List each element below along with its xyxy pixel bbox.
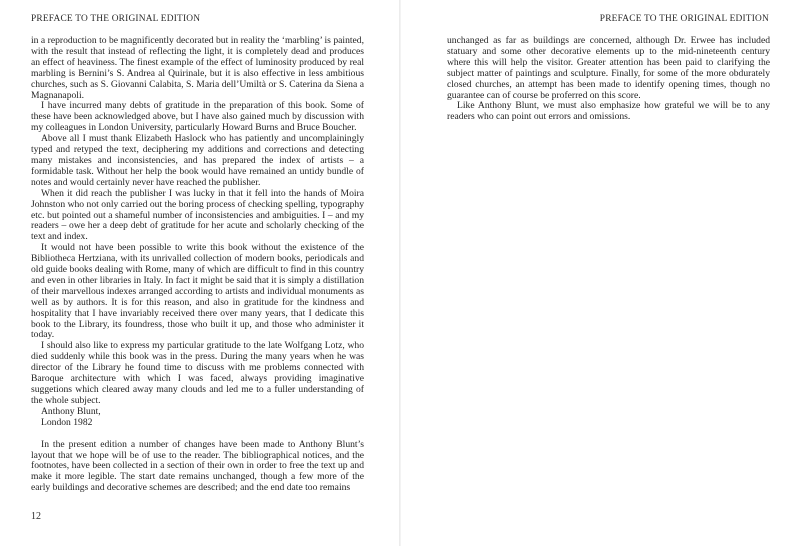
body-paragraph: I should also like to express my particular gratitude to the late Wolfgang Lotz, who died suddenly while this book was in the press. During the many years when he was director of the Library he found time to discuss with me problems connected with Baroque architecture with which I was faced, always providing imaginative suggetions which cleared away many clouds and led me to a fuller understanding of the whole subject. bbox=[31, 340, 364, 406]
signature-name: Anthony Blunt, bbox=[41, 405, 101, 417]
body-paragraph: Above all I must thank Elizabeth Haslock who has patiently and uncomplainingly typed and retyped the text, deciphering my additions and corrections and detecting many mistakes and inconsistencies, and has prepared the index of artists – a formidable task. Without her help the book would have remained an untidy bundle of notes and would certainly never have reached the publisher. bbox=[31, 133, 364, 188]
running-head-left: PREFACE TO THE ORIGINAL EDITION bbox=[31, 14, 201, 24]
body-paragraph: When it did reach the publisher I was lucky in that it fell into the hands of Moira Johnston who not only carried out the boring process of checking spelling, typography etc. but pointed out a shameful number of inconsistencies and ambiguities. I – and my readers – owe her a deep debt of gratitude for her acute and scholarly checking of the text and index. bbox=[31, 187, 364, 243]
body-paragraph: Like Anthony Blunt, we must also emphasize how grateful we will be to any readers who can point out errors and omissions. bbox=[447, 100, 770, 123]
page-number: 12 bbox=[31, 511, 41, 522]
right-page bbox=[400, 0, 800, 546]
body-paragraph: I have incurred many debts of gratitude in the preparation of this book. Some of these have been acknowledged above, but I have also gained much by discussion with my colleagues in London University, particularly Howard Burns and Bruce Boucher. bbox=[31, 100, 364, 134]
signature-place-date: London 1982 bbox=[41, 416, 93, 428]
left-page-body bbox=[31, 36, 364, 494]
body-paragraph: It would not have been possible to write this book without the existence of the Bibliotheca Hertziana, with its unrivalled collection of modern books, periodicals and old guide books dealing with Rome, many of which are difficult to find in this country and even in other libraries in Italy. In fact it might be said that it is simply a distillation of their marvellous indexes arranged according to artists and individual monuments as well as by authors. It is for this reason, and also in gratitude for the kindness and hospitality that I have invariably received there over many years, that I dedicate this book to the Library, its foundress, those who built it up, and those who administer it today. bbox=[31, 242, 364, 341]
running-head-right: PREFACE TO THE ORIGINAL EDITION bbox=[599, 14, 769, 24]
new-edition-paragraph: In the present edition a number of changes have been made to Anthony Blunt’s layout that we hope will be of use to the reader. The bibliographical notices, and the footnotes, have been collected in a section of their own in order to free the text up and make it more legible. The start date remains unchanged, though a few more of the early buildings and decorative schemes are described; and the end date too remains bbox=[31, 438, 364, 494]
body-paragraph: unchanged as far as buildings are concerned, although Dr. Erwee has included statuary and some other decorative elements up to the mid-nineteenth century where this will help the visitor. Greater attention has been paid to clarifying the subject matter of paintings and sculpture. Finally, for some of the more obdurately closed churches, an attempt has been made to identify opening times, though no guarantee can of course be proferred on this score. bbox=[447, 35, 770, 101]
body-paragraph: in a reproduction to be magnificently decorated but in reality the ‘marbling’ is painted, with the result that instead of reflecting the light, it is completely dead and produces an effect of heaviness. The finest example of the effect of luminosity produced by real marbling is Bernini’s S. Andrea al Quirinale, but it is also effective in less ambitious churches, such as S. Giovanni Calabita, S. Maria dell’Umiltà or S. Caterina da Siena a Magnanapoli. bbox=[31, 35, 364, 101]
right-page-body bbox=[447, 36, 770, 123]
section-break bbox=[31, 429, 364, 440]
